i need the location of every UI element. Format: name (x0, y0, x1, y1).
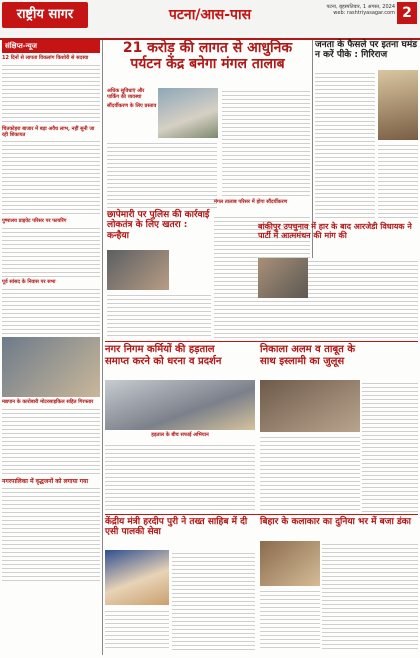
kanhaiya-headline: छापेमारी पर पुलिस की कार्रवाई लोकतंत्र के लिए खतरा : कन्हैया (107, 210, 210, 241)
bihar-photo (260, 541, 320, 586)
right-top-body (315, 70, 375, 220)
story-bihar (260, 517, 418, 539)
nagar-label: हड़ताल के बीच सफाई अभियान (151, 432, 209, 438)
right-top-photo (378, 70, 418, 140)
right-top-story (315, 40, 418, 68)
kanhaiya-body (107, 292, 211, 338)
nagar-label-box (105, 432, 255, 440)
right-mid-photo (258, 258, 308, 298)
side-point: अधिक सुविधाएं और पार्किंग की व्यवस्था (107, 88, 145, 100)
lead-body (107, 140, 217, 208)
bihar-headline: बिहार के कलाकार का दुनिया भर में बजा डंका (260, 517, 412, 527)
story-mangal (214, 200, 310, 212)
lead-story (105, 40, 310, 86)
julus-headline-line1: निकाला अलम व ताबूत के (260, 344, 356, 355)
bihar-body (322, 541, 418, 650)
right-mid-body (310, 258, 418, 338)
bihar-body (260, 588, 320, 650)
section-title: पटना/आस-पास (168, 7, 252, 23)
puri-headline: केंद्रीय मंत्री हरदीप पुरी ने तख्त साहिब में दी एसी पालकी सेवा (105, 517, 248, 538)
brief-item (2, 219, 100, 277)
lead-photo (158, 88, 218, 138)
brief-body (2, 138, 100, 216)
right-top-body (378, 142, 418, 220)
lead-headline-line1: 21 करोड़ की लागत से आधुनिक (122, 40, 293, 56)
brief-headline: मद्यपान के कारोबारी मोटरसाइकिल सहित गिरफ्तार (2, 398, 94, 405)
nagar-body (105, 442, 255, 512)
lead-headline-line2: पर्यटन केंद्र बनेगा मंगल तालाब (130, 56, 285, 73)
brief-body (2, 485, 100, 581)
puri-photo (105, 550, 169, 605)
brief-item (2, 280, 100, 334)
section-rule (105, 514, 418, 515)
julus-headline-line2: साथ इस्लामी का जुलूस (260, 355, 345, 367)
right-mid-story (258, 222, 418, 256)
brief-item (2, 56, 100, 124)
dateline (300, 4, 395, 16)
brief-body (2, 286, 100, 334)
julus-body (362, 380, 418, 512)
story-nagar (105, 344, 255, 378)
brief-item (2, 400, 100, 476)
section-rule (105, 341, 418, 342)
dateline-text: पटना, बृहस्पतिवार, 1 अगस्त, 2024 (326, 4, 395, 10)
puri-body (105, 608, 169, 650)
lead-body (222, 88, 310, 198)
brief-body (2, 406, 100, 476)
brief-body (2, 62, 100, 124)
story-julus (260, 344, 418, 378)
masthead (0, 0, 420, 40)
page-number: 2 (397, 2, 417, 24)
left-photo (2, 337, 100, 397)
lead-side-points (107, 88, 157, 128)
story-puri (105, 517, 255, 547)
left-bottom-headline: नगरपालिका में वृद्धजनों को लगाया गया (2, 477, 89, 485)
julus-photo (260, 380, 360, 432)
website-text: web: rashtriyasagar.com (333, 10, 395, 16)
left-column-tag: संक्षिप्त-न्यूज (2, 40, 100, 53)
brief-headline: पूर्व सांसद के निवास पर सभा (2, 279, 56, 285)
nagar-headline-line1: नगर निगम कर्मियों की हड़ताल (105, 344, 215, 355)
brief-headline: चितकोहरा बाजार में बड़ा अवैध लाभ, नहीं सुनी जा रही शिकायत (2, 125, 95, 138)
mangal-headline: मंगल तालाब परिसर में होगा सौंदर्यीकरण (214, 199, 288, 205)
puri-body (172, 550, 255, 650)
right-mid-headline: बांकीपुर उपचुनाव में हार के बाद आरजेडी विधायक ने पार्टी में आत्ममंथन की मांग की (258, 222, 412, 241)
nagar-photo (105, 380, 255, 430)
side-point: सौंदर्यीकरण के लिए प्रस्ताव (107, 103, 157, 109)
brief-body (2, 225, 100, 277)
nagar-headline-line2: समाप्त करने को धरना व प्रदर्शन (105, 355, 222, 367)
julus-body (260, 434, 360, 512)
brand-logo: राष्ट्रीय सागर (2, 2, 88, 28)
brief-headline: 12 दिनों से लापता विकलांग किशोरी से सदस्या (2, 55, 89, 61)
left-column (2, 40, 100, 655)
brief-item (2, 127, 100, 217)
right-top-headline: जनता के फैसले पर इतना घमंड न करें पीके : गिरिराज (315, 40, 418, 61)
story-kanhaiya (107, 210, 211, 246)
brief-headline: पुष्पालय प्राइवेट परिसर पर फायरिंग (2, 218, 67, 225)
column-divider (102, 40, 103, 655)
kanhaiya-photo (107, 250, 169, 290)
